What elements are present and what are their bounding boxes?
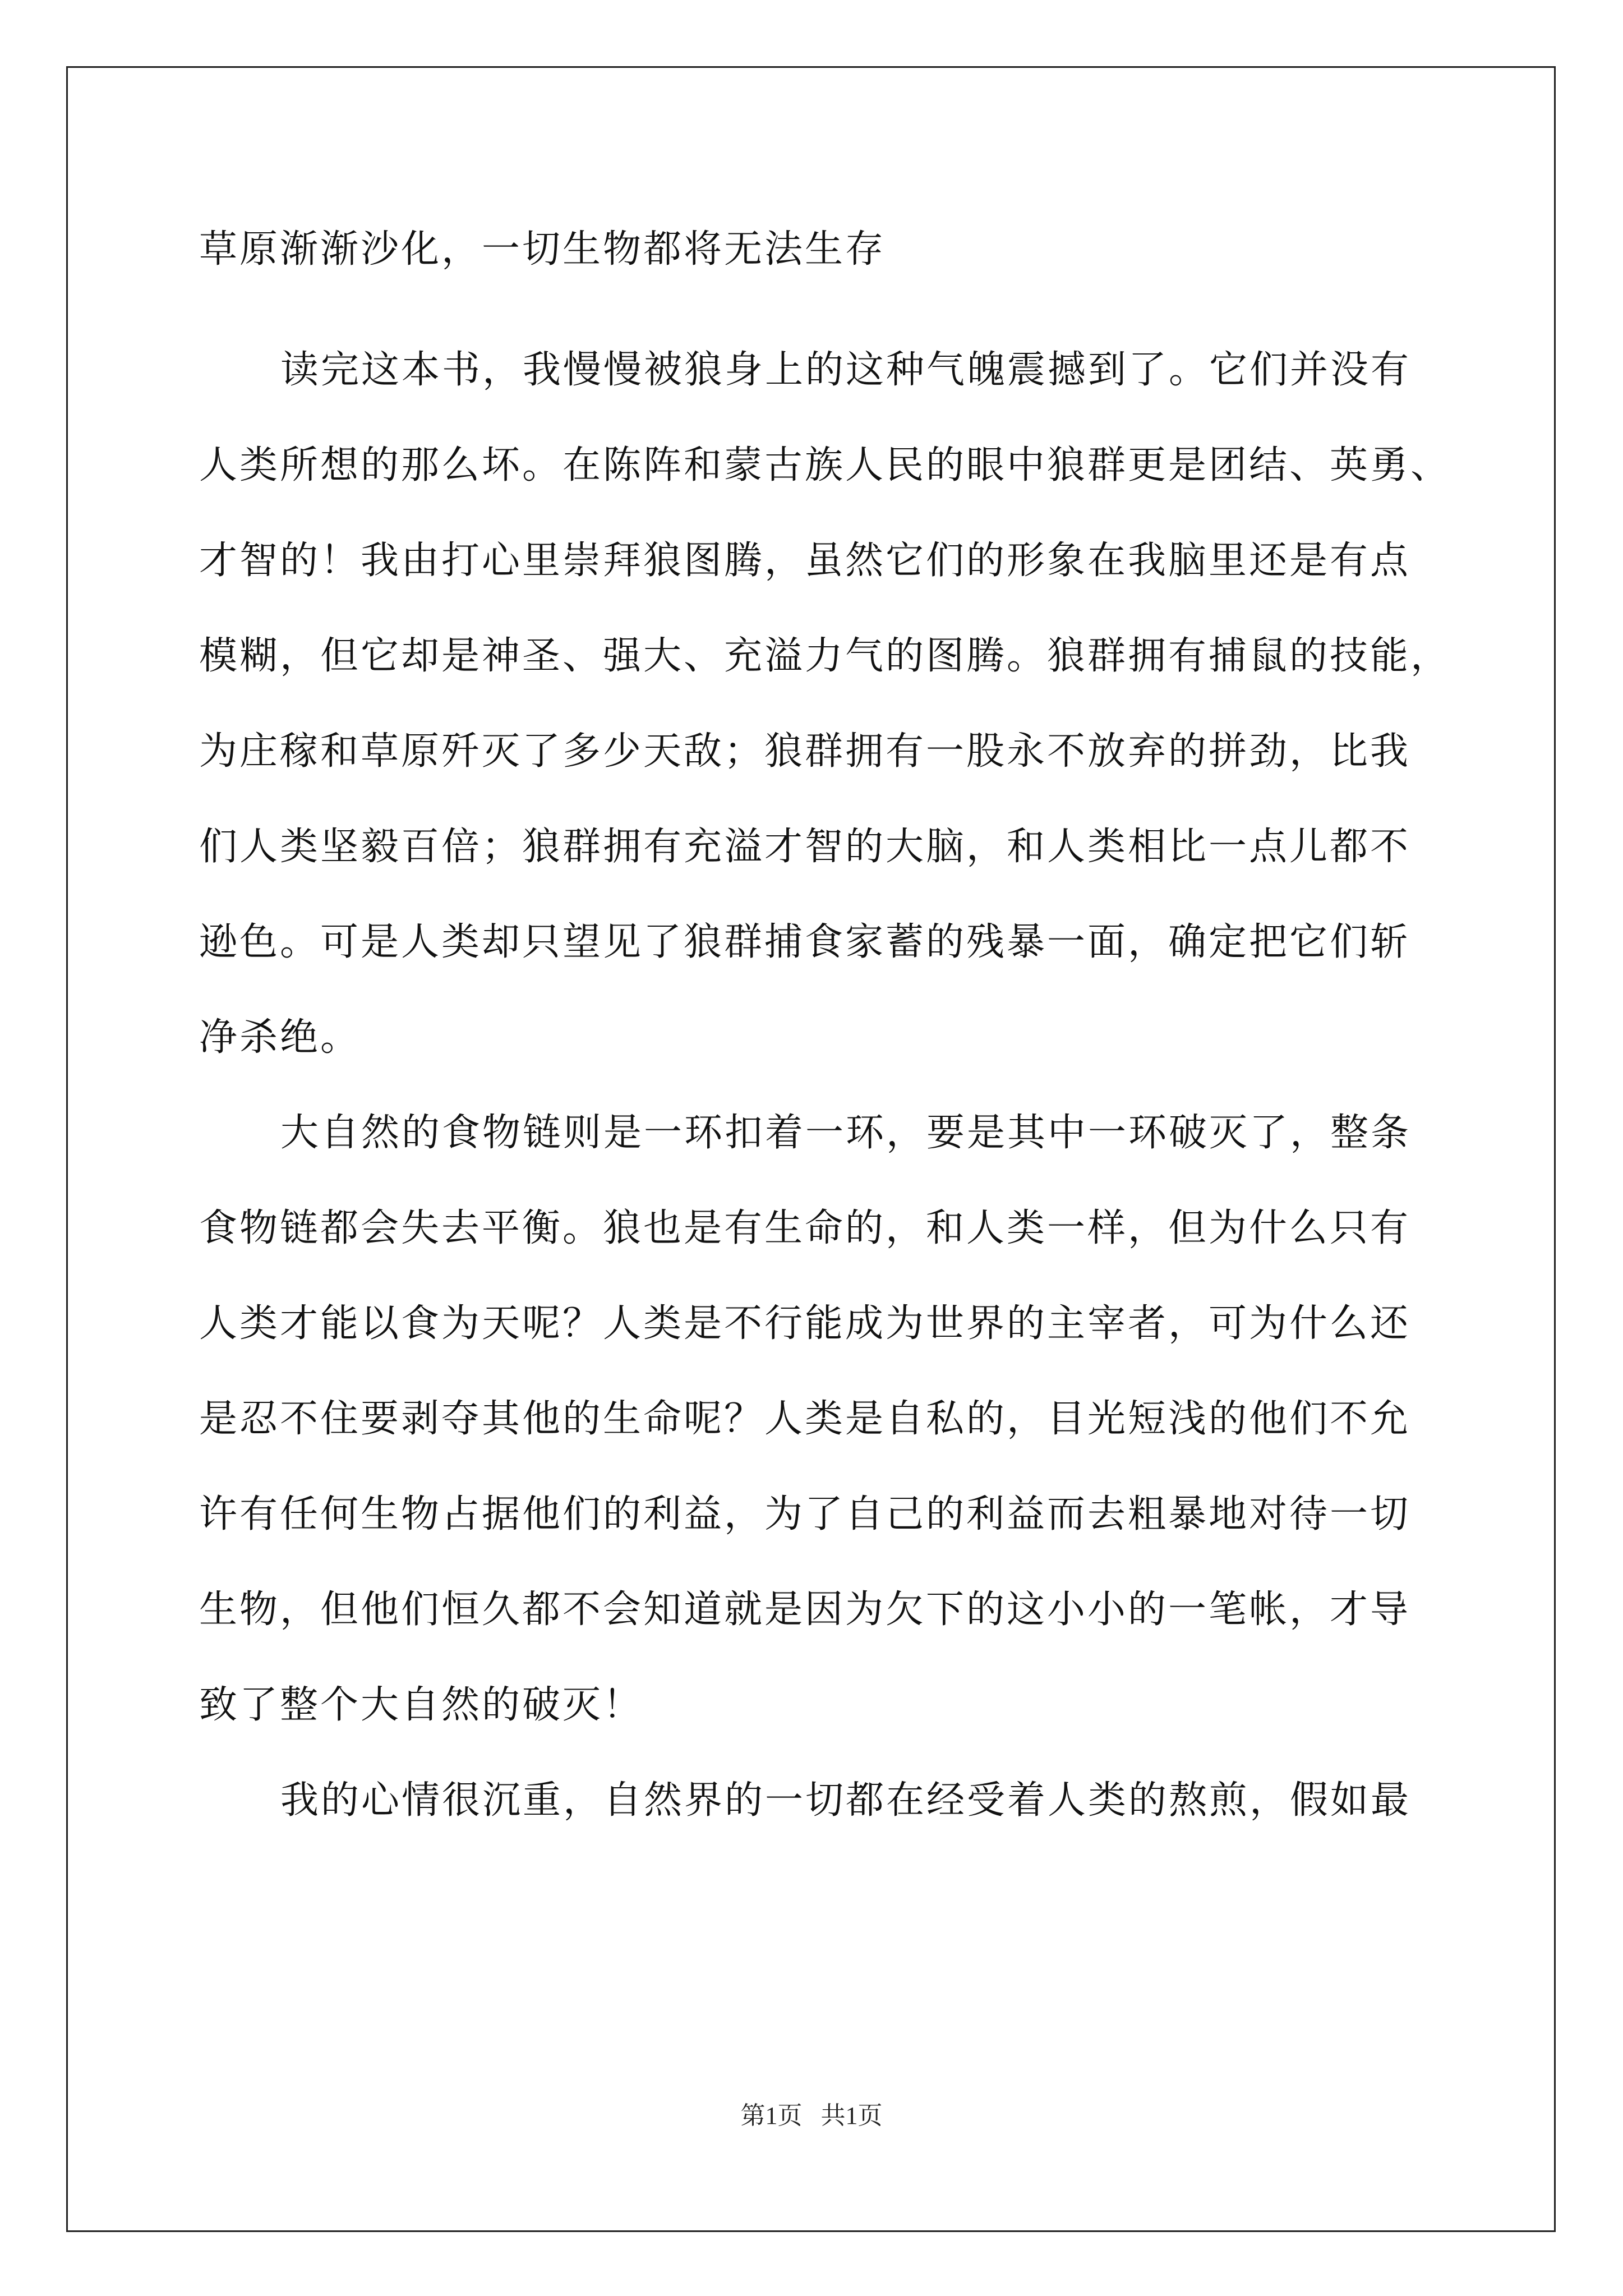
text-line: 人类才能以食为天呢？人类是不行能成为世界的主宰者，可为什么还	[199, 1301, 1411, 1346]
text-line: 草原渐渐沙化，一切生物都将无法生存	[199, 227, 886, 272]
text-line: 逊色。可是人类却只望见了狼群捕食家蓄的残暴一面，确定把它们斩	[199, 920, 1411, 964]
text-line: 们人类坚毅百倍；狼群拥有充溢才智的大脑，和人类相比一点儿都不	[199, 825, 1411, 869]
text-line: 模糊，但它却是神圣、强大、充溢力气的图腾。狼群拥有捕鼠的技能，	[199, 634, 1451, 678]
text-line: 食物链都会失去平衡。狼也是有生命的，和人类一样，但为什么只有	[199, 1206, 1411, 1250]
text-line: 才智的！我由打心里崇拜狼图腾，虽然它们的形象在我脑里还是有点	[199, 539, 1411, 583]
document-body	[199, 216, 1451, 1848]
page-number-footer: 第1页 共1页	[740, 2102, 883, 2129]
text-line: 人类所想的那么坏。在陈阵和蒙古族人民的眼中狼群更是团结、英勇、	[199, 443, 1451, 487]
paragraph-start-line: 大自然的食物链则是一环扣着一环，要是其中一环破灭了，整条	[280, 1111, 1412, 1155]
text-line: 许有任何生物占据他们的利益，为了自己的利益而去粗暴地对待一切	[199, 1492, 1411, 1536]
paragraph-start-line: 读完这本书，我慢慢被狼身上的这种气魄震撼到了。它们并没有	[280, 348, 1412, 392]
text-line: 生物，但他们恒久都不会知道就是因为欠下的这小小的一笔帐，才导	[199, 1588, 1411, 1632]
text-line: 是忍不住要剥夺其他的生命呢？人类是自私的，目光短浅的他们不允	[199, 1397, 1411, 1441]
paragraph-start-line: 我的心情很沉重，自然界的一切都在经受着人类的熬煎，假如最	[280, 1778, 1412, 1823]
text-line: 为庄稼和草原歼灭了多少天敌；狼群拥有一股永不放弃的拼劲，比我	[199, 729, 1411, 774]
text-line: 净杀绝。	[199, 1015, 361, 1060]
text-line: 致了整个大自然的破灭！	[199, 1683, 644, 1727]
